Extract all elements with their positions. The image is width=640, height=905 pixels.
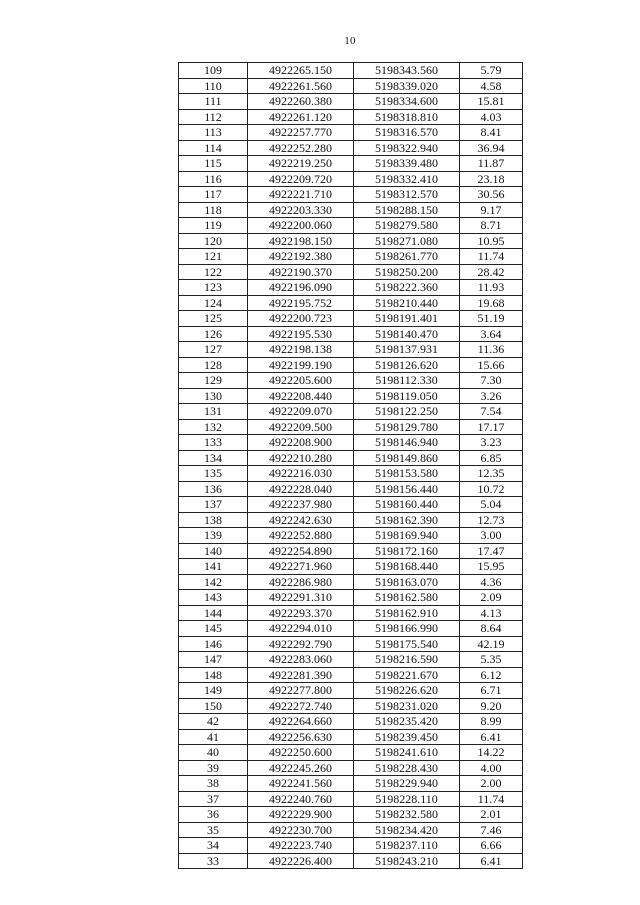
point-number-cell: 138 — [179, 512, 248, 528]
y-coordinate-cell: 5198288.150 — [354, 202, 460, 218]
x-coordinate-cell: 4922196.090 — [248, 280, 354, 296]
x-coordinate-cell: 4922209.500 — [248, 419, 354, 435]
x-coordinate-cell: 4922221.710 — [248, 187, 354, 203]
x-coordinate-cell: 4922219.250 — [248, 156, 354, 172]
point-number-cell: 110 — [179, 78, 248, 94]
x-coordinate-cell: 4922245.260 — [248, 760, 354, 776]
table-row — [179, 466, 523, 482]
x-coordinate-cell: 4922190.370 — [248, 264, 354, 280]
y-coordinate-cell: 5198322.940 — [354, 140, 460, 156]
table-row — [179, 652, 523, 668]
table-row — [179, 838, 523, 854]
coordinates-table — [178, 62, 523, 869]
distance-cell: 3.00 — [460, 528, 523, 544]
x-coordinate-cell: 4922195.752 — [248, 295, 354, 311]
y-coordinate-cell: 5198334.600 — [354, 94, 460, 110]
y-coordinate-cell: 5198146.940 — [354, 435, 460, 451]
x-coordinate-cell: 4922272.740 — [248, 698, 354, 714]
y-coordinate-cell: 5198175.540 — [354, 636, 460, 652]
distance-cell: 15.66 — [460, 357, 523, 373]
point-number-cell: 123 — [179, 280, 248, 296]
y-coordinate-cell: 5198160.440 — [354, 497, 460, 513]
x-coordinate-cell: 4922264.660 — [248, 714, 354, 730]
distance-cell: 9.17 — [460, 202, 523, 218]
table-row — [179, 156, 523, 172]
x-coordinate-cell: 4922291.310 — [248, 590, 354, 606]
table-row — [179, 342, 523, 358]
table-row — [179, 109, 523, 125]
point-number-cell: 118 — [179, 202, 248, 218]
y-coordinate-cell: 5198237.110 — [354, 838, 460, 854]
distance-cell: 15.95 — [460, 559, 523, 575]
y-coordinate-cell: 5198339.020 — [354, 78, 460, 94]
x-coordinate-cell: 4922198.138 — [248, 342, 354, 358]
distance-cell: 11.87 — [460, 156, 523, 172]
x-coordinate-cell: 4922254.890 — [248, 543, 354, 559]
distance-cell: 12.73 — [460, 512, 523, 528]
y-coordinate-cell: 5198112.330 — [354, 373, 460, 389]
y-coordinate-cell: 5198166.990 — [354, 621, 460, 637]
y-coordinate-cell: 5198153.580 — [354, 466, 460, 482]
y-coordinate-cell: 5198168.440 — [354, 559, 460, 575]
table-row — [179, 326, 523, 342]
point-number-cell: 149 — [179, 683, 248, 699]
point-number-cell: 141 — [179, 559, 248, 575]
table-row — [179, 605, 523, 621]
point-number-cell: 145 — [179, 621, 248, 637]
point-number-cell: 128 — [179, 357, 248, 373]
distance-cell: 12.35 — [460, 466, 523, 482]
x-coordinate-cell: 4922261.120 — [248, 109, 354, 125]
table-row — [179, 543, 523, 559]
y-coordinate-cell: 5198129.780 — [354, 419, 460, 435]
distance-cell: 4.03 — [460, 109, 523, 125]
table-row — [179, 822, 523, 838]
distance-cell: 4.36 — [460, 574, 523, 590]
point-number-cell: 133 — [179, 435, 248, 451]
x-coordinate-cell: 4922240.760 — [248, 791, 354, 807]
y-coordinate-cell: 5198271.080 — [354, 233, 460, 249]
x-coordinate-cell: 4922252.880 — [248, 528, 354, 544]
table-row — [179, 636, 523, 652]
y-coordinate-cell: 5198221.670 — [354, 667, 460, 683]
x-coordinate-cell: 4922195.530 — [248, 326, 354, 342]
table-row — [179, 807, 523, 823]
table-row — [179, 497, 523, 513]
distance-cell: 3.26 — [460, 388, 523, 404]
y-coordinate-cell: 5198162.390 — [354, 512, 460, 528]
table-row — [179, 590, 523, 606]
point-number-cell: 143 — [179, 590, 248, 606]
table-row — [179, 435, 523, 451]
y-coordinate-cell: 5198261.770 — [354, 249, 460, 265]
y-coordinate-cell: 5198162.580 — [354, 590, 460, 606]
y-coordinate-cell: 5198316.570 — [354, 125, 460, 141]
point-number-cell: 134 — [179, 450, 248, 466]
table-row — [179, 760, 523, 776]
point-number-cell: 127 — [179, 342, 248, 358]
x-coordinate-cell: 4922192.380 — [248, 249, 354, 265]
y-coordinate-cell: 5198137.931 — [354, 342, 460, 358]
point-number-cell: 42 — [179, 714, 248, 730]
point-number-cell: 41 — [179, 729, 248, 745]
point-number-cell: 40 — [179, 745, 248, 761]
table-row — [179, 667, 523, 683]
table-row — [179, 202, 523, 218]
distance-cell: 6.41 — [460, 853, 523, 869]
table-row — [179, 295, 523, 311]
y-coordinate-cell: 5198163.070 — [354, 574, 460, 590]
coordinates-table-body — [179, 63, 523, 869]
x-coordinate-cell: 4922198.150 — [248, 233, 354, 249]
x-coordinate-cell: 4922228.040 — [248, 481, 354, 497]
x-coordinate-cell: 4922261.560 — [248, 78, 354, 94]
point-number-cell: 117 — [179, 187, 248, 203]
x-coordinate-cell: 4922200.723 — [248, 311, 354, 327]
point-number-cell: 135 — [179, 466, 248, 482]
point-number-cell: 125 — [179, 311, 248, 327]
table-row — [179, 791, 523, 807]
point-number-cell: 34 — [179, 838, 248, 854]
x-coordinate-cell: 4922230.700 — [248, 822, 354, 838]
point-number-cell: 136 — [179, 481, 248, 497]
distance-cell: 28.42 — [460, 264, 523, 280]
page-number: 10 — [344, 35, 356, 47]
point-number-cell: 33 — [179, 853, 248, 869]
y-coordinate-cell: 5198312.570 — [354, 187, 460, 203]
distance-cell: 17.47 — [460, 543, 523, 559]
y-coordinate-cell: 5198119.050 — [354, 388, 460, 404]
x-coordinate-cell: 4922237.980 — [248, 497, 354, 513]
distance-cell: 9.20 — [460, 698, 523, 714]
point-number-cell: 115 — [179, 156, 248, 172]
y-coordinate-cell: 5198140.470 — [354, 326, 460, 342]
point-number-cell: 116 — [179, 171, 248, 187]
distance-cell: 4.00 — [460, 760, 523, 776]
y-coordinate-cell: 5198210.440 — [354, 295, 460, 311]
x-coordinate-cell: 4922277.800 — [248, 683, 354, 699]
x-coordinate-cell: 4922265.150 — [248, 63, 354, 79]
y-coordinate-cell: 5198250.200 — [354, 264, 460, 280]
y-coordinate-cell: 5198226.620 — [354, 683, 460, 699]
y-coordinate-cell: 5198343.560 — [354, 63, 460, 79]
table-row — [179, 745, 523, 761]
table-row — [179, 94, 523, 110]
point-number-cell: 35 — [179, 822, 248, 838]
x-coordinate-cell: 4922241.560 — [248, 776, 354, 792]
distance-cell: 6.41 — [460, 729, 523, 745]
x-coordinate-cell: 4922209.720 — [248, 171, 354, 187]
distance-cell: 4.58 — [460, 78, 523, 94]
y-coordinate-cell: 5198332.410 — [354, 171, 460, 187]
x-coordinate-cell: 4922292.790 — [248, 636, 354, 652]
point-number-cell: 114 — [179, 140, 248, 156]
distance-cell: 15.81 — [460, 94, 523, 110]
table-row — [179, 481, 523, 497]
distance-cell: 2.01 — [460, 807, 523, 823]
distance-cell: 10.95 — [460, 233, 523, 249]
distance-cell: 10.72 — [460, 481, 523, 497]
x-coordinate-cell: 4922242.630 — [248, 512, 354, 528]
distance-cell: 11.74 — [460, 249, 523, 265]
y-coordinate-cell: 5198122.250 — [354, 404, 460, 420]
x-coordinate-cell: 4922216.030 — [248, 466, 354, 482]
distance-cell: 11.93 — [460, 280, 523, 296]
table-row — [179, 698, 523, 714]
y-coordinate-cell: 5198232.580 — [354, 807, 460, 823]
point-number-cell: 130 — [179, 388, 248, 404]
y-coordinate-cell: 5198228.430 — [354, 760, 460, 776]
table-row — [179, 218, 523, 234]
x-coordinate-cell: 4922226.400 — [248, 853, 354, 869]
distance-cell: 8.99 — [460, 714, 523, 730]
y-coordinate-cell: 5198222.360 — [354, 280, 460, 296]
table-row — [179, 729, 523, 745]
x-coordinate-cell: 4922257.770 — [248, 125, 354, 141]
x-coordinate-cell: 4922223.740 — [248, 838, 354, 854]
distance-cell: 19.68 — [460, 295, 523, 311]
table-row — [179, 311, 523, 327]
distance-cell: 2.09 — [460, 590, 523, 606]
distance-cell: 7.30 — [460, 373, 523, 389]
distance-cell: 17.17 — [460, 419, 523, 435]
x-coordinate-cell: 4922203.330 — [248, 202, 354, 218]
y-coordinate-cell: 5198339.480 — [354, 156, 460, 172]
distance-cell: 5.35 — [460, 652, 523, 668]
point-number-cell: 109 — [179, 63, 248, 79]
distance-cell: 11.36 — [460, 342, 523, 358]
point-number-cell: 111 — [179, 94, 248, 110]
x-coordinate-cell: 4922286.980 — [248, 574, 354, 590]
point-number-cell: 126 — [179, 326, 248, 342]
distance-cell: 6.12 — [460, 667, 523, 683]
table-row — [179, 388, 523, 404]
distance-cell: 6.66 — [460, 838, 523, 854]
distance-cell: 36.94 — [460, 140, 523, 156]
x-coordinate-cell: 4922250.600 — [248, 745, 354, 761]
x-coordinate-cell: 4922208.900 — [248, 435, 354, 451]
y-coordinate-cell: 5198149.860 — [354, 450, 460, 466]
distance-cell: 7.54 — [460, 404, 523, 420]
point-number-cell: 150 — [179, 698, 248, 714]
point-number-cell: 113 — [179, 125, 248, 141]
table-row — [179, 621, 523, 637]
x-coordinate-cell: 4922260.380 — [248, 94, 354, 110]
x-coordinate-cell: 4922209.070 — [248, 404, 354, 420]
point-number-cell: 119 — [179, 218, 248, 234]
x-coordinate-cell: 4922271.960 — [248, 559, 354, 575]
y-coordinate-cell: 5198172.160 — [354, 543, 460, 559]
y-coordinate-cell: 5198162.910 — [354, 605, 460, 621]
table-row — [179, 125, 523, 141]
point-number-cell: 140 — [179, 543, 248, 559]
y-coordinate-cell: 5198235.420 — [354, 714, 460, 730]
point-number-cell: 142 — [179, 574, 248, 590]
distance-cell: 6.85 — [460, 450, 523, 466]
distance-cell: 8.41 — [460, 125, 523, 141]
distance-cell: 14.22 — [460, 745, 523, 761]
x-coordinate-cell: 4922281.390 — [248, 667, 354, 683]
point-number-cell: 148 — [179, 667, 248, 683]
point-number-cell: 131 — [179, 404, 248, 420]
point-number-cell: 137 — [179, 497, 248, 513]
x-coordinate-cell: 4922199.190 — [248, 357, 354, 373]
table-row — [179, 512, 523, 528]
distance-cell: 8.64 — [460, 621, 523, 637]
table-row — [179, 574, 523, 590]
y-coordinate-cell: 5198241.610 — [354, 745, 460, 761]
x-coordinate-cell: 4922210.280 — [248, 450, 354, 466]
table-row — [179, 63, 523, 79]
y-coordinate-cell: 5198243.210 — [354, 853, 460, 869]
y-coordinate-cell: 5198169.940 — [354, 528, 460, 544]
y-coordinate-cell: 5198126.620 — [354, 357, 460, 373]
distance-cell: 7.46 — [460, 822, 523, 838]
table-row — [179, 280, 523, 296]
point-number-cell: 132 — [179, 419, 248, 435]
x-coordinate-cell: 4922200.060 — [248, 218, 354, 234]
point-number-cell: 147 — [179, 652, 248, 668]
distance-cell: 11.74 — [460, 791, 523, 807]
point-number-cell: 38 — [179, 776, 248, 792]
point-number-cell: 122 — [179, 264, 248, 280]
table-row — [179, 419, 523, 435]
table-row — [179, 187, 523, 203]
x-coordinate-cell: 4922283.060 — [248, 652, 354, 668]
point-number-cell: 139 — [179, 528, 248, 544]
x-coordinate-cell: 4922205.600 — [248, 373, 354, 389]
x-coordinate-cell: 4922293.370 — [248, 605, 354, 621]
y-coordinate-cell: 5198239.450 — [354, 729, 460, 745]
point-number-cell: 124 — [179, 295, 248, 311]
table-row — [179, 249, 523, 265]
point-number-cell: 37 — [179, 791, 248, 807]
point-number-cell: 39 — [179, 760, 248, 776]
point-number-cell: 144 — [179, 605, 248, 621]
table-row — [179, 450, 523, 466]
table-row — [179, 528, 523, 544]
table-row — [179, 404, 523, 420]
table-row — [179, 171, 523, 187]
distance-cell: 3.23 — [460, 435, 523, 451]
table-row — [179, 683, 523, 699]
table-row — [179, 559, 523, 575]
point-number-cell: 121 — [179, 249, 248, 265]
distance-cell: 6.71 — [460, 683, 523, 699]
y-coordinate-cell: 5198234.420 — [354, 822, 460, 838]
y-coordinate-cell: 5198191.401 — [354, 311, 460, 327]
y-coordinate-cell: 5198216.590 — [354, 652, 460, 668]
distance-cell: 23.18 — [460, 171, 523, 187]
point-number-cell: 129 — [179, 373, 248, 389]
distance-cell: 8.71 — [460, 218, 523, 234]
table-row — [179, 357, 523, 373]
x-coordinate-cell: 4922252.280 — [248, 140, 354, 156]
distance-cell: 30.56 — [460, 187, 523, 203]
distance-cell: 5.04 — [460, 497, 523, 513]
table-row — [179, 776, 523, 792]
y-coordinate-cell: 5198228.110 — [354, 791, 460, 807]
point-number-cell: 112 — [179, 109, 248, 125]
point-number-cell: 120 — [179, 233, 248, 249]
x-coordinate-cell: 4922229.900 — [248, 807, 354, 823]
distance-cell: 3.64 — [460, 326, 523, 342]
x-coordinate-cell: 4922208.440 — [248, 388, 354, 404]
distance-cell: 51.19 — [460, 311, 523, 327]
x-coordinate-cell: 4922294.010 — [248, 621, 354, 637]
y-coordinate-cell: 5198156.440 — [354, 481, 460, 497]
table-row — [179, 264, 523, 280]
table-row — [179, 140, 523, 156]
point-number-cell: 146 — [179, 636, 248, 652]
table-row — [179, 853, 523, 869]
table-row — [179, 78, 523, 94]
x-coordinate-cell: 4922256.630 — [248, 729, 354, 745]
distance-cell: 2.00 — [460, 776, 523, 792]
distance-cell: 5.79 — [460, 63, 523, 79]
y-coordinate-cell: 5198279.580 — [354, 218, 460, 234]
distance-cell: 4.13 — [460, 605, 523, 621]
y-coordinate-cell: 5198229.940 — [354, 776, 460, 792]
table-row — [179, 714, 523, 730]
distance-cell: 42.19 — [460, 636, 523, 652]
y-coordinate-cell: 5198231.020 — [354, 698, 460, 714]
y-coordinate-cell: 5198318.810 — [354, 109, 460, 125]
table-row — [179, 233, 523, 249]
table-row — [179, 373, 523, 389]
point-number-cell: 36 — [179, 807, 248, 823]
